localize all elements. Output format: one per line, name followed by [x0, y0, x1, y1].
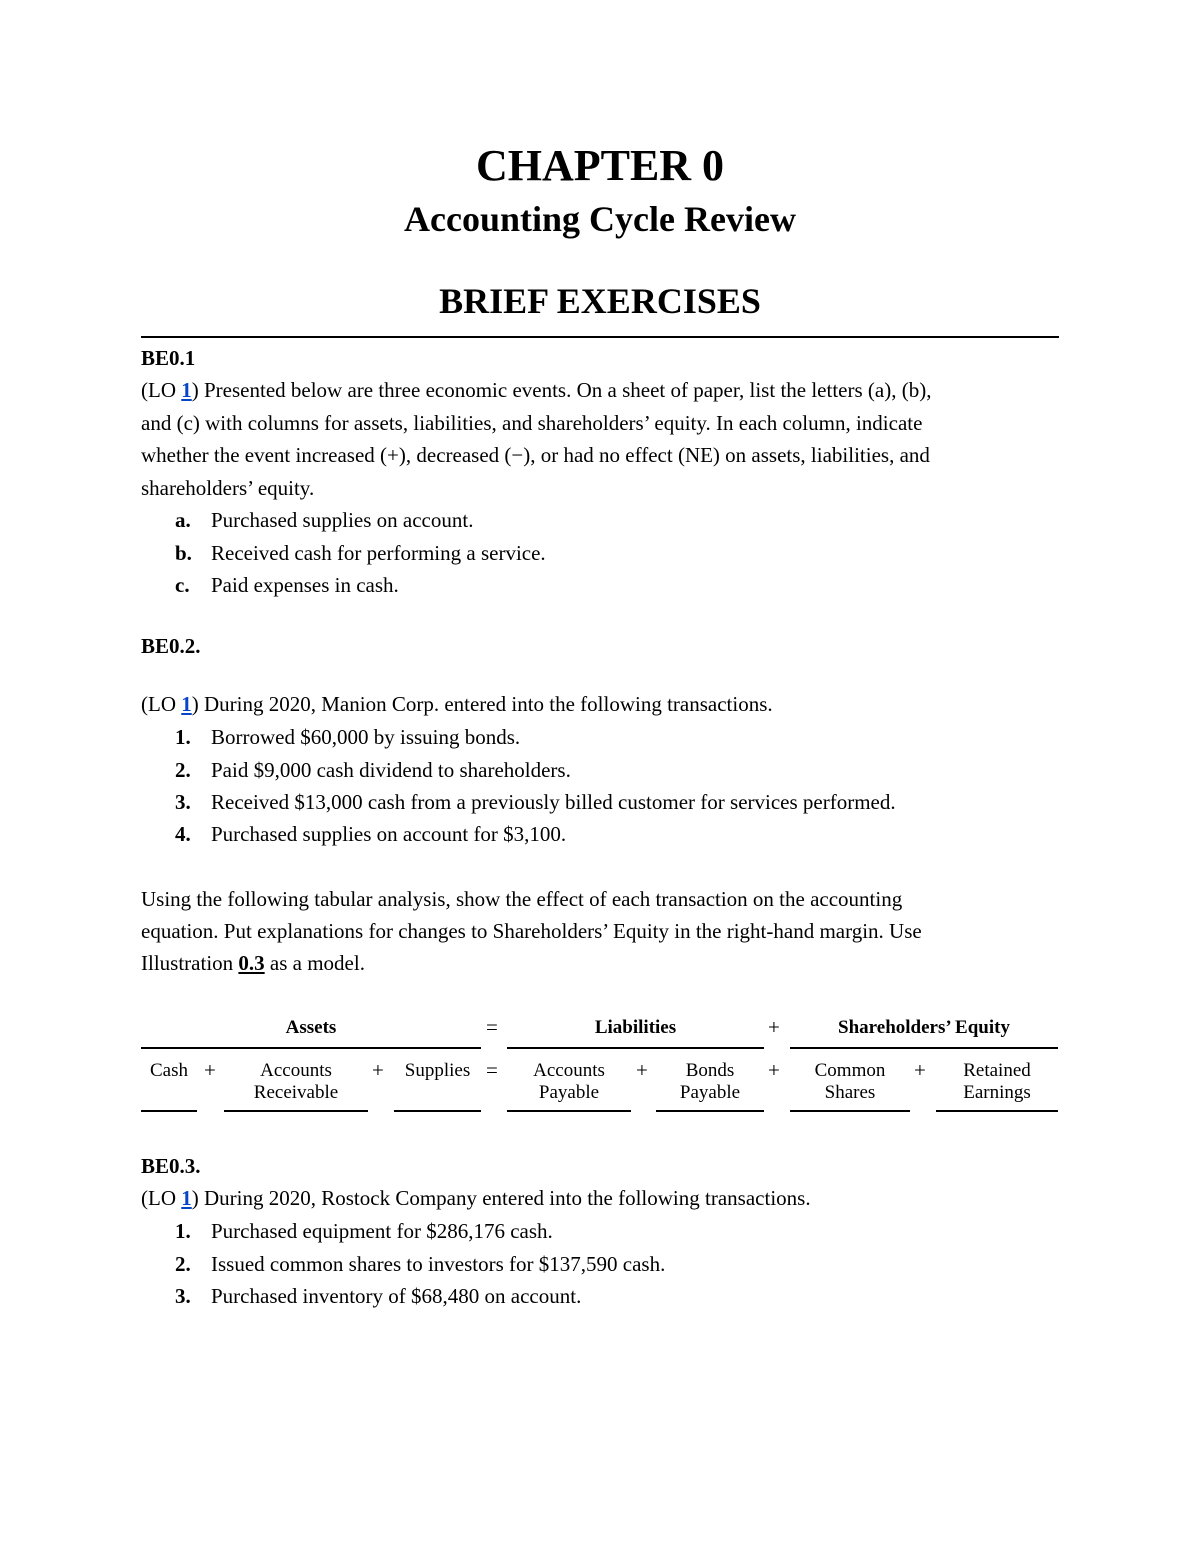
lo-link[interactable]: 1: [181, 378, 192, 402]
section-divider: [141, 336, 1059, 338]
col-retained-earnings: [936, 1060, 1058, 1104]
lo-prefix: (LO: [141, 692, 182, 716]
col-ap-line-2: Payable: [538, 1082, 600, 1103]
lo-suffix: ): [191, 1186, 199, 1210]
be01-line-2: and (c) with columns for assets, liabilities, and shareholders’ equity. In each column, indicate: [141, 411, 923, 435]
be02-instructions-1: Using the following tabular analysis, show the effect of each transaction on the accounting: [141, 887, 903, 911]
group-liabilities: Liabilities: [594, 1017, 677, 1038]
item-text: Borrowed $60,000 by issuing bonds.: [211, 725, 521, 749]
plus-sign: +: [204, 1058, 216, 1082]
group-equals-sign: =: [486, 1015, 498, 1039]
item-label: 2.: [175, 758, 191, 782]
chapter-subtitle: Accounting Cycle Review: [404, 199, 796, 239]
col-common-shares: [790, 1060, 910, 1104]
col-ar-line-1: Accounts: [260, 1060, 332, 1081]
item-label: c.: [175, 573, 190, 597]
lo-suffix: ): [191, 378, 199, 402]
be02-intro-text: During 2020, Manion Corp. entered into the following transactions.: [198, 692, 773, 716]
col-cash: [141, 1060, 197, 1082]
lo-prefix: (LO: [141, 378, 182, 402]
be03-intro-text: During 2020, Rostock Company entered into the following transactions.: [198, 1186, 811, 1210]
col-underline: [656, 1110, 764, 1112]
be01-line-3: whether the event increased (+), decreased (−), or had no effect (NE) on assets, liabilities, and: [141, 443, 930, 467]
col-bp-line-1: Bonds: [685, 1060, 735, 1081]
col-bonds-payable: [656, 1060, 764, 1104]
be01-heading: BE0.1: [141, 346, 196, 370]
col-bp-line-2: Payable: [679, 1082, 741, 1103]
be01-line-1: [141, 374, 931, 406]
col-re-line-1: Retained: [963, 1060, 1031, 1081]
col-cs-line-1: Common: [814, 1060, 886, 1081]
item-text: Paid expenses in cash.: [211, 573, 399, 597]
item-text: Purchased supplies on account.: [211, 508, 474, 532]
col-accounts-payable: [507, 1060, 631, 1104]
col-underline: [141, 1110, 197, 1112]
lo-link[interactable]: 1: [181, 1186, 192, 1210]
be03-heading: BE0.3.: [141, 1154, 201, 1178]
item-label: 1.: [175, 1219, 191, 1243]
group-shareholders-equity: Shareholders’ Equity: [838, 1017, 1010, 1038]
col-ar-line-2: Receivable: [253, 1082, 339, 1103]
lo-prefix: (LO: [141, 1186, 182, 1210]
liabilities-rule: [507, 1047, 764, 1049]
col-underline: [224, 1110, 368, 1112]
chapter-title: CHAPTER 0: [475, 141, 725, 190]
be02-instructions-2: equation. Put explanations for changes to Shareholders’ Equity in the right-hand margin. Use: [141, 919, 922, 943]
be02-instructions-3: [141, 947, 365, 979]
col-supplies: [394, 1060, 481, 1082]
col-re-line-2: Earnings: [963, 1082, 1031, 1103]
col-underline: [394, 1110, 481, 1112]
assets-rule: [141, 1047, 481, 1049]
be01-line-4: shareholders’ equity.: [141, 476, 315, 500]
lo-link[interactable]: 1: [181, 692, 192, 716]
item-text: Purchased equipment for $286,176 cash.: [211, 1219, 553, 1243]
be03-intro: [141, 1182, 811, 1214]
equals-sign: =: [486, 1058, 498, 1082]
group-plus-sign: +: [768, 1015, 780, 1039]
plus-sign: +: [914, 1058, 926, 1082]
be02-intro: [141, 688, 773, 720]
item-label: 1.: [175, 725, 191, 749]
illustration-link[interactable]: 0.3: [238, 951, 265, 975]
item-text: Purchased inventory of $68,480 on account.: [211, 1284, 582, 1308]
section-title: BRIEF EXERCISES: [439, 281, 761, 321]
item-label: 3.: [175, 790, 191, 814]
plus-sign: +: [372, 1058, 384, 1082]
item-text: Issued common shares to investors for $137,590 cash.: [211, 1252, 666, 1276]
col-underline: [936, 1110, 1058, 1112]
plus-sign: +: [768, 1058, 780, 1082]
item-label: a.: [175, 508, 191, 532]
equity-rule: [790, 1047, 1058, 1049]
item-label: 2.: [175, 1252, 191, 1276]
col-underline: [507, 1110, 631, 1112]
be01-text-1: Presented below are three economic events. On a sheet of paper, list the letters (a), (b),: [198, 378, 932, 402]
item-label: 4.: [175, 822, 191, 846]
instr-prefix: Illustration: [141, 951, 239, 975]
col-underline: [790, 1110, 910, 1112]
item-text: Received cash for performing a service.: [211, 541, 546, 565]
col-cash-label: Cash: [150, 1060, 188, 1081]
item-label: b.: [175, 541, 192, 565]
item-label: 3.: [175, 1284, 191, 1308]
item-text: Purchased supplies on account for $3,100.: [211, 822, 567, 846]
group-assets: Assets: [285, 1017, 337, 1038]
col-accounts-receivable: [224, 1060, 368, 1104]
instr-suffix: as a model.: [264, 951, 365, 975]
col-cs-line-2: Shares: [824, 1082, 876, 1103]
item-text: Paid $9,000 cash dividend to shareholders.: [211, 758, 571, 782]
plus-sign: +: [636, 1058, 648, 1082]
col-ap-line-1: Accounts: [533, 1060, 605, 1081]
lo-suffix: ): [191, 692, 199, 716]
col-supplies-label: Supplies: [404, 1060, 471, 1081]
be02-heading: BE0.2.: [141, 634, 201, 658]
item-text: Received $13,000 cash from a previously billed customer for services performed.: [211, 790, 896, 814]
